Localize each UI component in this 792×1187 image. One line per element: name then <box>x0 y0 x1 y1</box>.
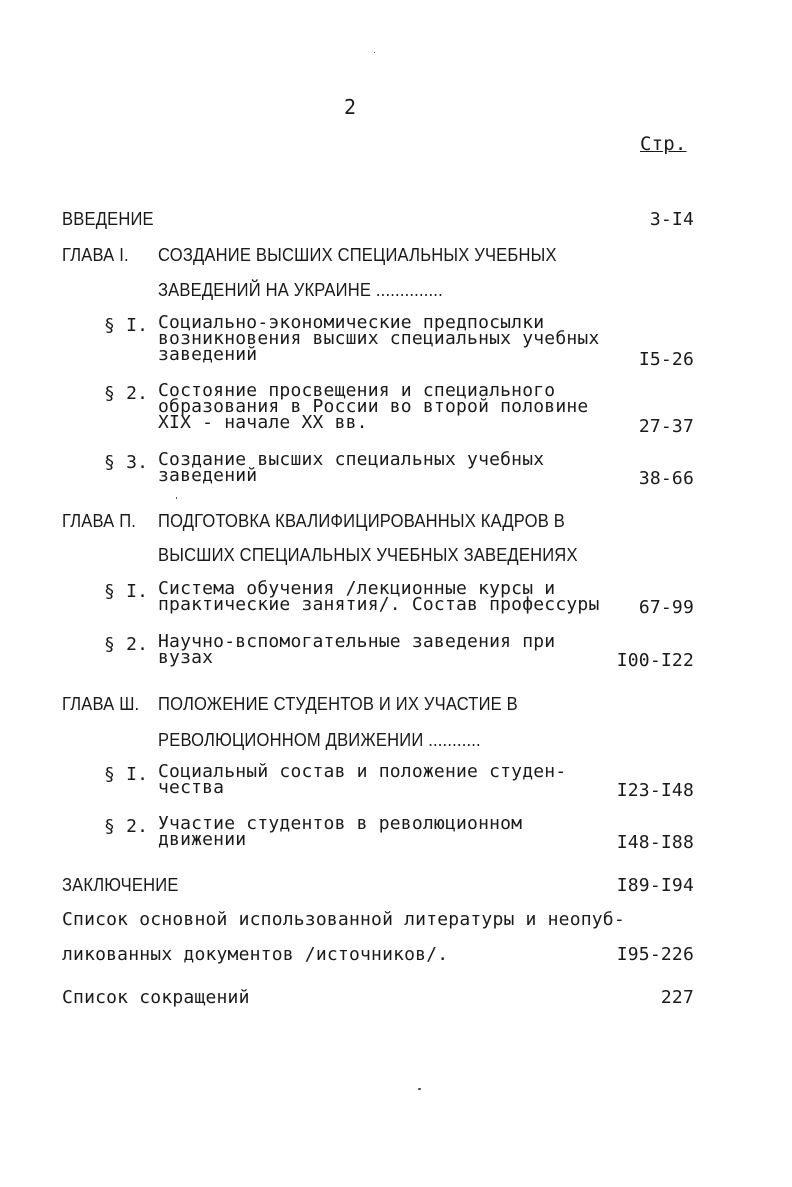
ch2-sec2-line1: Научно-вспомогательные заведения при <box>158 631 556 652</box>
ch3-sec2-line1: Участие студентов в революционном <box>158 813 523 834</box>
ch1-sec2-mark: § 2. <box>104 383 149 404</box>
page-number: 2 <box>344 95 357 119</box>
scan-speck <box>374 52 375 53</box>
ch3-sec1-pages: I23-I48 <box>616 780 694 801</box>
ch3-sec1-line2: чества <box>158 777 225 798</box>
ch1-sec2-text <box>158 380 589 433</box>
ch1-sec3-pages: 38-66 <box>638 468 694 489</box>
ch3-sec2-pages: I48-I88 <box>616 832 694 853</box>
ch2-sec1-line1: Система обучения /лекционные курсы и <box>158 578 556 599</box>
ch1-sec1-mark: § I. <box>104 315 149 336</box>
ch1-sec1-line1: Социально-экономические предпосылки <box>158 312 545 333</box>
toc-abbreviations-pages: 227 <box>660 987 694 1008</box>
ch3-sec2-text <box>158 813 523 850</box>
chapter1-label: ГЛАВА I. <box>62 245 129 265</box>
toc-bibliography-line2: ликованных документов /источников/. <box>62 944 449 965</box>
ch3-sec1-text <box>158 761 567 798</box>
ch1-sec1-line2: возникновения высших специальных учебных <box>158 328 600 349</box>
chapter1-title-line1: СОЗДАНИЕ ВЫСШИХ СПЕЦИАЛЬНЫХ УЧЕБНЫХ <box>158 245 557 265</box>
ch2-sec1-line2: практические занятия/. Состав профессуры <box>158 594 600 615</box>
ch3-sec2-line2: движении <box>158 829 247 850</box>
ch1-sec3-line2: заведений <box>158 465 258 486</box>
toc-conclusion-pages: I89-I94 <box>616 875 694 896</box>
chapter3-title-line1: ПОЛОЖЕНИЕ СТУДЕНТОВ И ИХ УЧАСТИЕ В <box>158 694 518 714</box>
chapter2-title-line2: ВЫСШИХ СПЕЦИАЛЬНЫХ УЧЕБНЫХ ЗАВЕДЕНИЯХ <box>158 545 578 565</box>
ch1-sec3-line1: Создание высших специальных учебных <box>158 449 545 470</box>
chapter3-label: ГЛАВА Ш. <box>62 694 140 714</box>
ch3-sec2-mark: § 2. <box>104 816 149 837</box>
ch3-sec1-line1: Социальный состав и положение студен- <box>158 761 567 782</box>
chapter2-title-line1: ПОДГОТОВКА КВАЛИФИЦИРОВАННЫХ КАДРОВ В <box>158 511 565 531</box>
toc-abbreviations-title: Список сокращений <box>62 987 250 1008</box>
toc-conclusion-title: ЗАКЛЮЧЕНИЕ <box>62 875 179 895</box>
ch1-sec2-pages: 27-37 <box>638 416 694 437</box>
scan-speck <box>418 1088 421 1090</box>
scan-speck <box>176 497 177 499</box>
ch2-sec2-pages: I00-I22 <box>616 650 694 671</box>
chapter2-label: ГЛАВА П. <box>62 511 137 531</box>
ch2-sec2-line2: вузах <box>158 647 214 668</box>
ch2-sec1-text <box>158 578 600 615</box>
toc-bibliography-line1: Список основной использованной литературы и неопуб- <box>62 909 625 930</box>
toc-bibliography-pages: I95-226 <box>616 944 694 965</box>
chapter1-title-line2: ЗАВЕДЕНИЙ НА УКРАИНЕ .............. <box>158 280 443 300</box>
ch2-sec1-pages: 67-99 <box>638 597 694 618</box>
toc-intro-pages: 3-I4 <box>649 209 694 230</box>
pages-column-header: Стр. <box>640 133 687 155</box>
chapter3-title-line2: РЕВОЛЮЦИОННОМ ДВИЖЕНИИ ........... <box>158 730 481 750</box>
ch1-sec1-text <box>158 312 600 365</box>
ch3-sec1-mark: § I. <box>104 764 149 785</box>
ch1-sec2-line1: Состояние просвещения и специального <box>158 380 556 401</box>
ch1-sec2-line2: образования в России во второй половине <box>158 396 589 417</box>
ch1-sec3-mark: § 3. <box>104 452 149 473</box>
ch1-sec2-line3: XIX - начале XX вв. <box>158 412 368 433</box>
ch2-sec2-mark: § 2. <box>104 634 149 655</box>
toc-intro-title: ВВЕДЕНИЕ <box>62 209 154 229</box>
ch1-sec3-text <box>158 449 545 486</box>
ch1-sec1-line3: заведений <box>158 344 258 365</box>
ch2-sec1-mark: § I. <box>104 581 149 602</box>
ch2-sec2-text <box>158 631 556 668</box>
ch1-sec1-pages: I5-26 <box>638 349 694 370</box>
